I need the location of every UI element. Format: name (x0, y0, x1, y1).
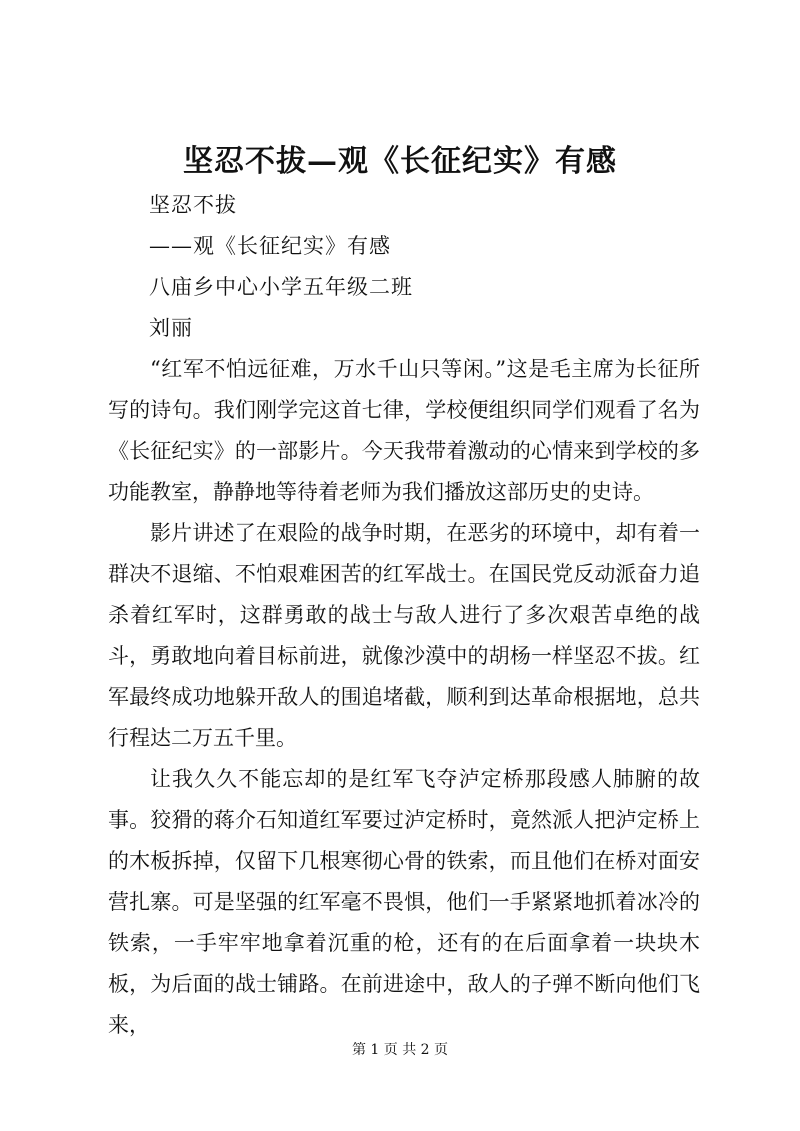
essay-heading: 坚忍不拔 (149, 193, 237, 217)
body-paragraph: 影片讲述了在艰险的战争时期，在恶劣的环境中，却有着一群决不退缩、不怕艰难困苦的红军战士。在国民党反动派奋力追杀着红军时，这群勇敢的战士与敌人进行了多次艰苦卓绝的战斗，勇敢地向着目标前进，就像沙漠中的胡杨一样坚忍不拔。红军最终成功地躲开敌人的围追堵截，顺利到达革命根据地，总共行程达二万五千里。 (108, 521, 700, 750)
school-class-line: 八庙乡中心小学五年级二班 (149, 275, 413, 299)
author-name: 刘丽 (149, 316, 193, 340)
body-paragraph: 让我久久不能忘却的是红军飞夺泸定桥那段感人肺腑的故事。狡猾的蒋介石知道红军要过泸定桥时，竟然派人把泸定桥上的木板拆掉，仅留下几根寒彻心骨的铁索，而且他们在桥对面安营扎寨。可是坚强的红军毫不畏惧，他们一手紧紧地抓着冰冷的铁索，一手牢牢地拿着沉重的枪，还有的在后面拿着一块块木板，为后面的战士铺路。在前进途中，敌人的子弹不断向他们飞来， (108, 767, 700, 1037)
essay-subheading: ——观《长征纪实》有感 (149, 234, 391, 258)
essay-body (108, 349, 700, 1046)
body-paragraph: “红军不怕远征难，万水千山只等闲。”这是毛主席为长征所写的诗句。我们刚学完这首七律，学校便组织同学们观看了名为《长征纪实》的一部影片。今天我带着激动的心情来到学校的多功能教室，静静地等待着老师为我们播放这部历史的史诗。 (108, 357, 700, 504)
document-title: 坚忍不拔—观《长征纪实》有感 (183, 144, 617, 179)
page-number-footer: 第 1 页 共 2 页 (351, 1042, 449, 1058)
